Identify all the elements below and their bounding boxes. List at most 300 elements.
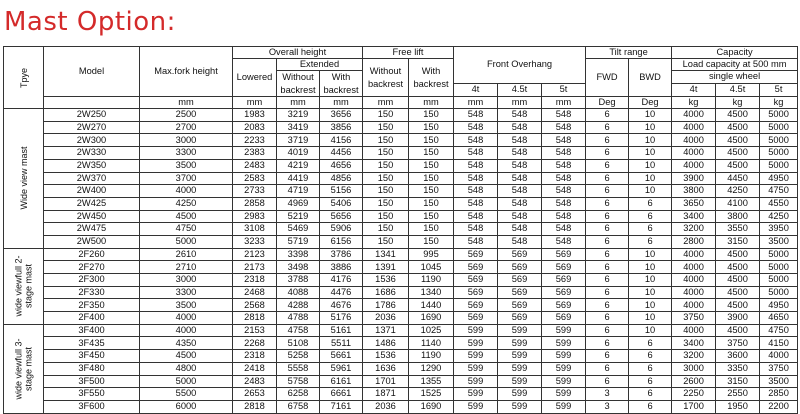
- model-cell: 2W475: [44, 223, 140, 236]
- value-cell: 599: [498, 400, 542, 413]
- value-cell: 4000: [672, 261, 716, 274]
- units-cell: [44, 97, 140, 109]
- section-label: Wide view mast: [4, 109, 44, 249]
- value-cell: 3600: [716, 350, 760, 363]
- value-cell: 4476: [320, 286, 363, 299]
- value-cell: 150: [363, 210, 409, 223]
- value-cell: 4156: [320, 134, 363, 147]
- value-cell: 1525: [409, 388, 454, 401]
- value-cell: 569: [542, 286, 586, 299]
- value-cell: 4000: [672, 134, 716, 147]
- value-cell: 150: [409, 185, 454, 198]
- value-cell: 599: [542, 350, 586, 363]
- value-cell: 4719: [277, 185, 320, 198]
- value-cell: 3900: [716, 312, 760, 325]
- value-cell: 1701: [363, 375, 409, 388]
- mast-spec-table: [3, 46, 798, 414]
- value-cell: 4500: [716, 286, 760, 299]
- table-row: [4, 109, 798, 122]
- units-cell: mm: [409, 97, 454, 109]
- value-cell: 4856: [320, 172, 363, 185]
- value-cell: 599: [454, 362, 498, 375]
- value-cell: 1486: [363, 337, 409, 350]
- value-cell: 3788: [277, 274, 320, 287]
- value-cell: 548: [542, 223, 586, 236]
- value-cell: 6: [586, 299, 629, 312]
- value-cell: 6: [586, 324, 629, 337]
- value-cell: 548: [454, 210, 498, 223]
- value-cell: 1686: [363, 286, 409, 299]
- value-cell: 4419: [277, 172, 320, 185]
- value-cell: 2468: [233, 286, 277, 299]
- value-cell: 6: [586, 350, 629, 363]
- value-cell: 548: [454, 197, 498, 210]
- value-cell: 4800: [140, 362, 233, 375]
- value-cell: 4450: [716, 172, 760, 185]
- value-cell: 1700: [672, 400, 716, 413]
- value-cell: 2700: [140, 121, 233, 134]
- value-cell: 150: [409, 159, 454, 172]
- value-cell: 6: [586, 261, 629, 274]
- value-cell: 3886: [320, 261, 363, 274]
- value-cell: 548: [542, 197, 586, 210]
- value-cell: 599: [542, 337, 586, 350]
- value-cell: 3300: [140, 286, 233, 299]
- value-cell: 1536: [363, 274, 409, 287]
- value-cell: 548: [454, 121, 498, 134]
- value-cell: 6: [586, 274, 629, 287]
- value-cell: 4500: [716, 274, 760, 287]
- value-cell: 4100: [716, 197, 760, 210]
- value-cell: 10: [629, 134, 672, 147]
- value-cell: 1391: [363, 261, 409, 274]
- value-cell: 599: [454, 337, 498, 350]
- table-row: [4, 274, 798, 287]
- value-cell: 2083: [233, 121, 277, 134]
- table-row: [4, 121, 798, 134]
- model-cell: 2W250: [44, 109, 140, 122]
- value-cell: 2733: [233, 185, 277, 198]
- model-cell: 2W330: [44, 147, 140, 160]
- value-cell: 548: [454, 185, 498, 198]
- value-cell: 2318: [233, 350, 277, 363]
- value-cell: 569: [498, 261, 542, 274]
- value-cell: 5661: [320, 350, 363, 363]
- units-cell: mm: [542, 97, 586, 109]
- value-cell: 1636: [363, 362, 409, 375]
- value-cell: 548: [542, 147, 586, 160]
- value-cell: 995: [409, 248, 454, 261]
- value-cell: 150: [363, 159, 409, 172]
- value-cell: 4219: [277, 159, 320, 172]
- value-cell: 6: [586, 172, 629, 185]
- value-cell: 5219: [277, 210, 320, 223]
- value-cell: 4019: [277, 147, 320, 160]
- value-cell: 3150: [716, 235, 760, 248]
- table-row: [4, 362, 798, 375]
- value-cell: 6: [629, 210, 672, 223]
- value-cell: 150: [363, 197, 409, 210]
- value-cell: 599: [542, 324, 586, 337]
- value-cell: 6: [629, 223, 672, 236]
- value-cell: 5469: [277, 223, 320, 236]
- value-cell: 5161: [320, 324, 363, 337]
- model-cell: 2F330: [44, 286, 140, 299]
- value-cell: 2583: [233, 172, 277, 185]
- value-cell: 4000: [140, 312, 233, 325]
- value-cell: 1140: [409, 337, 454, 350]
- value-cell: 599: [498, 324, 542, 337]
- model-cell: 2F350: [44, 299, 140, 312]
- value-cell: 6: [586, 375, 629, 388]
- value-cell: 3656: [320, 109, 363, 122]
- value-cell: 569: [454, 299, 498, 312]
- table-row: [4, 350, 798, 363]
- value-cell: 4000: [760, 350, 798, 363]
- value-cell: 5000: [760, 261, 798, 274]
- model-cell: 3F500: [44, 375, 140, 388]
- value-cell: 569: [454, 274, 498, 287]
- extended-without-backrest-header: Without backrest: [277, 71, 320, 97]
- value-cell: 3800: [672, 185, 716, 198]
- value-cell: 5000: [760, 159, 798, 172]
- value-cell: 6: [586, 248, 629, 261]
- front-overhang-header: Front Overhang: [454, 47, 586, 84]
- table-row: [4, 235, 798, 248]
- value-cell: 3750: [672, 312, 716, 325]
- value-cell: 548: [454, 159, 498, 172]
- table-row: [4, 185, 798, 198]
- value-cell: 10: [629, 121, 672, 134]
- value-cell: 599: [542, 388, 586, 401]
- table-row: [4, 134, 798, 147]
- value-cell: 548: [498, 235, 542, 248]
- value-cell: 548: [542, 121, 586, 134]
- value-cell: 5000: [760, 248, 798, 261]
- value-cell: 2850: [760, 388, 798, 401]
- value-cell: 6: [586, 185, 629, 198]
- value-cell: 1871: [363, 388, 409, 401]
- value-cell: 6: [586, 235, 629, 248]
- value-cell: 4250: [716, 185, 760, 198]
- value-cell: 10: [629, 324, 672, 337]
- section-label: wide viewfull 2-stage mast: [4, 248, 44, 324]
- value-cell: 599: [542, 362, 586, 375]
- value-cell: 3108: [233, 223, 277, 236]
- value-cell: 10: [629, 147, 672, 160]
- value-cell: 2483: [233, 375, 277, 388]
- units-cell: mm: [140, 97, 233, 109]
- table-row: [4, 147, 798, 160]
- value-cell: 5906: [320, 223, 363, 236]
- value-cell: 4500: [140, 210, 233, 223]
- overall-height-header: Overall height: [233, 47, 363, 59]
- value-cell: 3650: [672, 197, 716, 210]
- value-cell: 3800: [716, 210, 760, 223]
- value-cell: 6661: [320, 388, 363, 401]
- free-lift-header: Free lift: [363, 47, 454, 59]
- value-cell: 569: [542, 274, 586, 287]
- value-cell: 150: [409, 134, 454, 147]
- value-cell: 4750: [760, 185, 798, 198]
- capacity-5t-header: 5t: [760, 84, 798, 97]
- value-cell: 5758: [277, 375, 320, 388]
- value-cell: 5656: [320, 210, 363, 223]
- value-cell: 3000: [672, 362, 716, 375]
- value-cell: 3398: [277, 248, 320, 261]
- value-cell: 3500: [140, 299, 233, 312]
- value-cell: 2610: [140, 248, 233, 261]
- value-cell: 10: [629, 299, 672, 312]
- model-cell: 3F550: [44, 388, 140, 401]
- value-cell: 6156: [320, 235, 363, 248]
- value-cell: 548: [454, 223, 498, 236]
- value-cell: 3719: [277, 134, 320, 147]
- value-cell: 569: [542, 312, 586, 325]
- value-cell: 6: [586, 286, 629, 299]
- table-row: [4, 248, 798, 261]
- value-cell: 150: [363, 223, 409, 236]
- model-header: Model: [44, 47, 140, 97]
- value-cell: 4650: [760, 312, 798, 325]
- value-cell: 2250: [672, 388, 716, 401]
- table-row: [4, 324, 798, 337]
- value-cell: 1341: [363, 248, 409, 261]
- value-cell: 3750: [760, 362, 798, 375]
- units-cell: mm: [277, 97, 320, 109]
- value-cell: 548: [542, 159, 586, 172]
- table-row: [4, 375, 798, 388]
- value-cell: 599: [498, 388, 542, 401]
- table-row: [4, 299, 798, 312]
- value-cell: 5961: [320, 362, 363, 375]
- value-cell: 4750: [760, 324, 798, 337]
- lowered-header: Lowered: [233, 59, 277, 97]
- value-cell: 1690: [409, 400, 454, 413]
- model-cell: 2W270: [44, 121, 140, 134]
- value-cell: 10: [629, 274, 672, 287]
- value-cell: 548: [498, 197, 542, 210]
- value-cell: 569: [454, 312, 498, 325]
- capacity-4t-header: 4t: [672, 84, 716, 97]
- value-cell: 569: [454, 286, 498, 299]
- value-cell: 548: [454, 172, 498, 185]
- value-cell: 6: [586, 312, 629, 325]
- value-cell: 4250: [140, 197, 233, 210]
- value-cell: 1690: [409, 312, 454, 325]
- value-cell: 150: [409, 197, 454, 210]
- table-row: [4, 388, 798, 401]
- value-cell: 1950: [716, 400, 760, 413]
- value-cell: 4550: [760, 197, 798, 210]
- value-cell: 6: [629, 350, 672, 363]
- value-cell: 569: [498, 312, 542, 325]
- value-cell: 1355: [409, 375, 454, 388]
- table-row: [4, 261, 798, 274]
- value-cell: 4176: [320, 274, 363, 287]
- page-title: Mast Option:: [4, 7, 176, 37]
- value-cell: 4500: [716, 324, 760, 337]
- value-cell: 6: [586, 210, 629, 223]
- value-cell: 2858: [233, 197, 277, 210]
- table-row: [4, 197, 798, 210]
- value-cell: 4456: [320, 147, 363, 160]
- value-cell: 150: [409, 147, 454, 160]
- units-row: [4, 97, 798, 109]
- value-cell: 10: [629, 159, 672, 172]
- value-cell: 4000: [672, 286, 716, 299]
- value-cell: 2600: [672, 375, 716, 388]
- value-cell: 6258: [277, 388, 320, 401]
- value-cell: 599: [498, 337, 542, 350]
- load-capacity-header: Load capacity at 500 mm: [672, 59, 798, 71]
- value-cell: 6: [586, 223, 629, 236]
- units-cell: mm: [363, 97, 409, 109]
- value-cell: 4500: [716, 159, 760, 172]
- value-cell: 4288: [277, 299, 320, 312]
- model-cell: 2F260: [44, 248, 140, 261]
- value-cell: 4500: [140, 350, 233, 363]
- value-cell: 5000: [760, 121, 798, 134]
- value-cell: 569: [542, 261, 586, 274]
- value-cell: 1983: [233, 109, 277, 122]
- value-cell: 3400: [672, 337, 716, 350]
- overhang-5t-header: 5t: [542, 84, 586, 97]
- units-cell: Deg: [586, 97, 629, 109]
- value-cell: 2983: [233, 210, 277, 223]
- value-cell: 3500: [140, 159, 233, 172]
- value-cell: 548: [498, 223, 542, 236]
- value-cell: 6: [629, 362, 672, 375]
- value-cell: 2500: [140, 109, 233, 122]
- value-cell: 5000: [760, 147, 798, 160]
- value-cell: 4000: [672, 248, 716, 261]
- value-cell: 2550: [716, 388, 760, 401]
- units-cell: kg: [760, 97, 798, 109]
- table-row: [4, 337, 798, 350]
- model-cell: 2W450: [44, 210, 140, 223]
- free-lift-without-backrest-header: Without backrest: [363, 59, 409, 97]
- model-cell: 2W350: [44, 159, 140, 172]
- value-cell: 2123: [233, 248, 277, 261]
- value-cell: 6: [586, 134, 629, 147]
- value-cell: 4500: [716, 299, 760, 312]
- value-cell: 548: [542, 172, 586, 185]
- model-cell: 3F480: [44, 362, 140, 375]
- max-fork-height-header: Max.fork height: [140, 47, 233, 97]
- value-cell: 569: [542, 248, 586, 261]
- value-cell: 599: [542, 400, 586, 413]
- value-cell: 548: [498, 121, 542, 134]
- value-cell: 1190: [409, 274, 454, 287]
- value-cell: 3500: [760, 375, 798, 388]
- value-cell: 6: [586, 109, 629, 122]
- value-cell: 5511: [320, 337, 363, 350]
- value-cell: 3498: [277, 261, 320, 274]
- units-cell: mm: [498, 97, 542, 109]
- units-cell: kg: [716, 97, 760, 109]
- value-cell: 1371: [363, 324, 409, 337]
- table-row: [4, 159, 798, 172]
- overhang-4t-header: 4t: [454, 84, 498, 97]
- value-cell: 3233: [233, 235, 277, 248]
- value-cell: 548: [498, 172, 542, 185]
- model-cell: 2F400: [44, 312, 140, 325]
- value-cell: 3419: [277, 121, 320, 134]
- value-cell: 2268: [233, 337, 277, 350]
- model-cell: 3F435: [44, 337, 140, 350]
- value-cell: 6: [629, 388, 672, 401]
- value-cell: 1025: [409, 324, 454, 337]
- value-cell: 6: [629, 400, 672, 413]
- value-cell: 6: [586, 337, 629, 350]
- value-cell: 4500: [716, 147, 760, 160]
- value-cell: 6: [586, 121, 629, 134]
- value-cell: 6: [629, 337, 672, 350]
- value-cell: 548: [542, 134, 586, 147]
- model-cell: 2W500: [44, 235, 140, 248]
- value-cell: 4950: [760, 299, 798, 312]
- value-cell: 3200: [672, 350, 716, 363]
- units-cell: mm: [454, 97, 498, 109]
- value-cell: 569: [542, 299, 586, 312]
- value-cell: 3856: [320, 121, 363, 134]
- value-cell: 2173: [233, 261, 277, 274]
- value-cell: 548: [498, 185, 542, 198]
- value-cell: 599: [454, 400, 498, 413]
- value-cell: 10: [629, 286, 672, 299]
- bwd-header: BWD: [629, 59, 672, 97]
- free-lift-with-backrest-header: With backrest: [409, 59, 454, 97]
- value-cell: 548: [542, 235, 586, 248]
- value-cell: 10: [629, 172, 672, 185]
- table-row: [4, 210, 798, 223]
- value-cell: 3000: [140, 274, 233, 287]
- value-cell: 3150: [716, 375, 760, 388]
- value-cell: 6758: [277, 400, 320, 413]
- value-cell: 4500: [716, 261, 760, 274]
- table-row: [4, 172, 798, 185]
- value-cell: 4969: [277, 197, 320, 210]
- value-cell: 4000: [672, 299, 716, 312]
- value-cell: 599: [454, 388, 498, 401]
- value-cell: 2200: [760, 400, 798, 413]
- value-cell: 4500: [716, 248, 760, 261]
- capacity-4-5t-header: 4.5t: [716, 84, 760, 97]
- value-cell: 3700: [140, 172, 233, 185]
- extended-header: Extended: [277, 59, 363, 71]
- value-cell: 2036: [363, 400, 409, 413]
- value-cell: 6: [586, 159, 629, 172]
- single-wheel-header: single wheel: [672, 71, 798, 84]
- value-cell: 150: [409, 235, 454, 248]
- value-cell: 150: [363, 121, 409, 134]
- value-cell: 6: [586, 197, 629, 210]
- value-cell: 2653: [233, 388, 277, 401]
- value-cell: 150: [363, 134, 409, 147]
- tilt-range-header: Tilt range: [586, 47, 672, 59]
- value-cell: 548: [498, 134, 542, 147]
- value-cell: 5719: [277, 235, 320, 248]
- model-cell: 3F450: [44, 350, 140, 363]
- value-cell: 10: [629, 185, 672, 198]
- value-cell: 4000: [672, 274, 716, 287]
- value-cell: 4750: [140, 223, 233, 236]
- value-cell: 599: [454, 350, 498, 363]
- value-cell: 2383: [233, 147, 277, 160]
- value-cell: 6000: [140, 400, 233, 413]
- value-cell: 5000: [760, 109, 798, 122]
